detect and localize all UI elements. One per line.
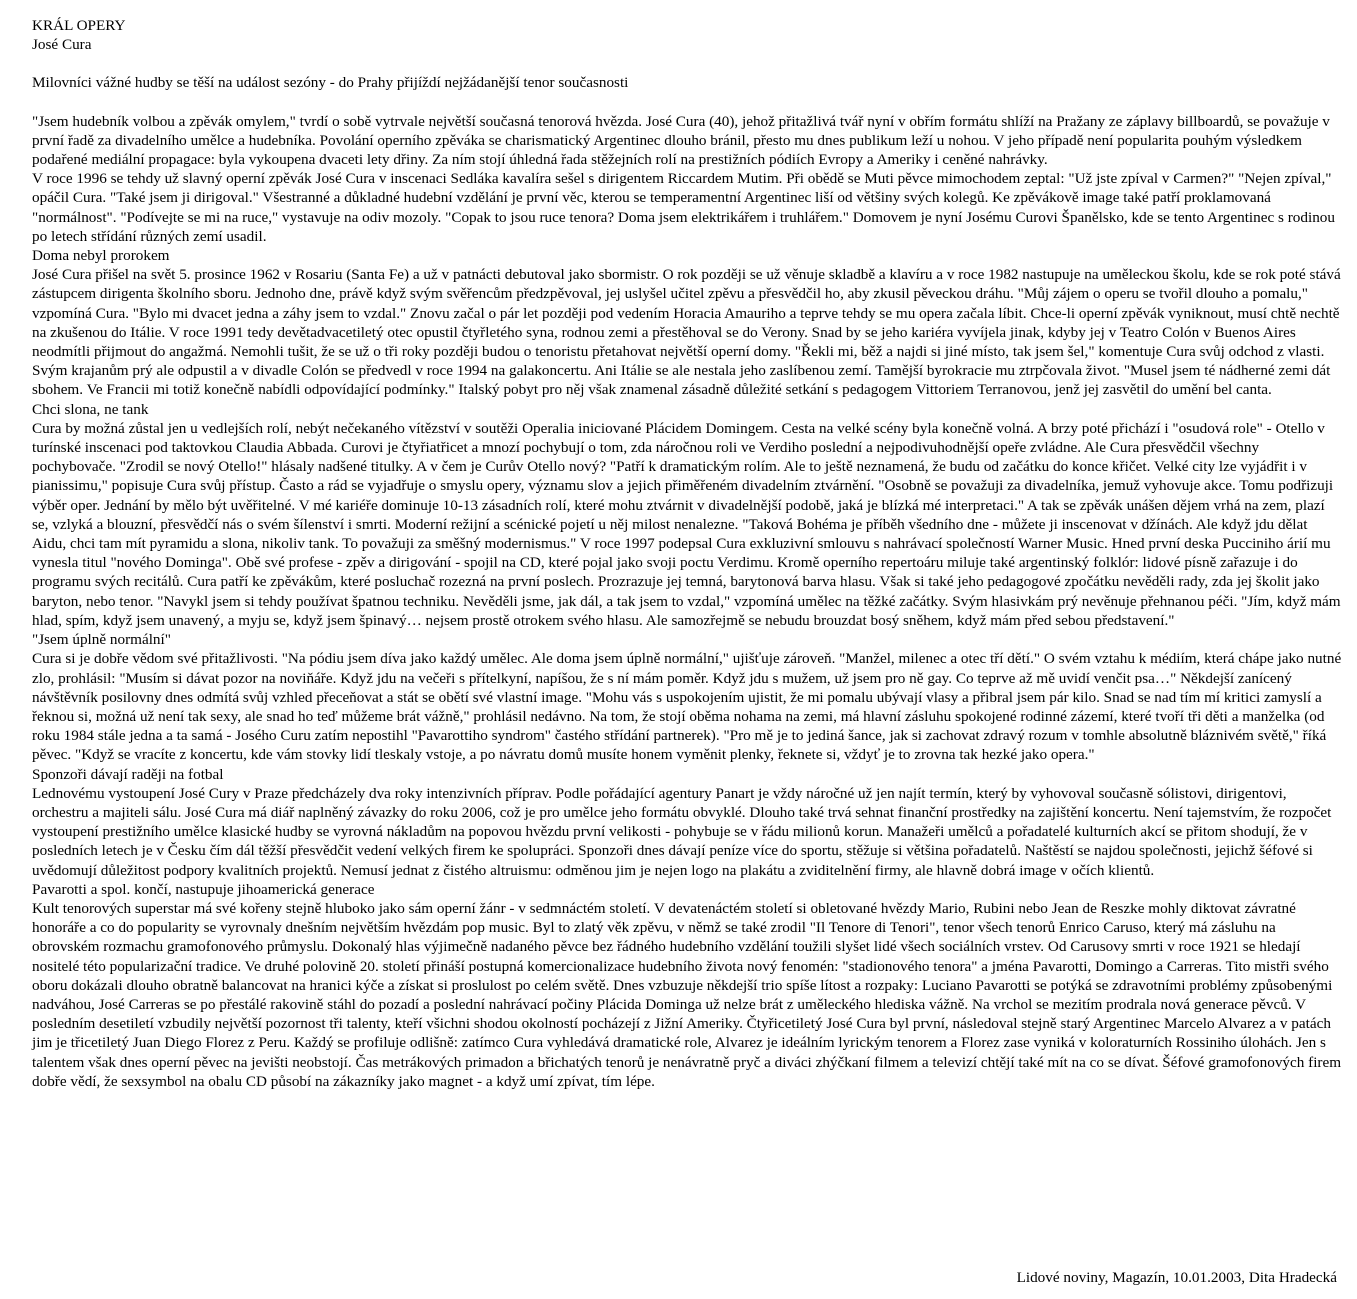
article-paragraph-intro: "Jsem hudebník volbou a zpěvák omylem," tvrdí o sobě vytrvale největší současná tenorová hvězda. José Cura (40), jehož přitažlivá tvář nyní v obřím formátu shlíží na Pražany ze záplavy billboardů, se považuje v první řadě za divadelního umělce a hudebníka. Povolání operního zpěváka se charismatický Argentinec dlouho bránil, přesto mu dnes publikum leží u nohou. V jeho případě není popularita pouhým výsledkem podařené mediální propagace: byla vykoupena dvaceti lety dřiny. Za ním stojí úhledná řada stěžejních rolí na prestižních pódiích Evropy a Ameriky i ceněné nahrávky. [32,112,1330,169]
article-paragraph: Cura by možná zůstal jen u vedlejších rolí, nebýt nečekaného vítězství v soutěži Operalia iniciované Plácidem Domingem. Cesta na velké scény byla konečně volná. A brzy poté přichází i "osudová role" - Otello v turínské inscenaci pod taktovkou Claudia Abbada. Curovi je čtyřiatřicet a mnozí pochybují o tom, zda náročnou roli ve Verdiho poslední a nejpodivuhodnější opeře zvládne. Ale Cura přesvědčil všechny pochybovače. "Zrodil se nový Otello!" hlásaly nadšené titulky. A v čem je Curův Otello nový? "Patří k dramatickým rolím. Ale to ještě neznamená, že budu od začátku do konce křičet. Velké city lze vyjádřit i v pianissimu," popisuje Cura svůj přístup. Často a rád se vyjadřuje o smyslu opery, významu slov a jejich přiměřeném divadelním ztvárnění. "Osobně se považuji za divadelníka, jemuž vyhovuje akce. Tomu podřizuji výběr oper. Jednání by mělo být uvěřitelné. V mé kariéře dominuje 10-13 zásadních rolí, které mohu ztvárnit v divadelnější podobě, jaká je blízká mé interpretaci." A tak se zpěvák unášen dějem vrhá na zem, plazí se, vzlyká a blouzní, přesvědčí nás o svém šílenství i smrti. Moderní režijní a scénické pojetí u něj milost nenalezne. "Taková Bohéma je příběh všedního dne - můžete ji inscenovat v džínách. Ale když jdu dělat Aidu, chci tam mít pyramidu a slona, nikoliv tank. To považuji za směšný modernismus." V roce 1997 podepsal Cura exkluzivní smlouvu s nahrávací společností Warner Music. Hned první deska Pucciniho árií mu vynesla titul "nového Dominga". Obě své profese - zpěv a dirigování - spojil na CD, které pojal jako svoji poctu Verdimu. Kromě operního repertoáru miluje také argentinský folklór: lidové písně zařazuje i do programu svých recitálů. Cura patří ke zpěvákům, které posluchač rozezná na první poslech. Prozrazuje jej temná, barytonová barva hlasu. Však si také jeho pedagogové zpočátku nevěděli rady, zda jej školit jako baryton, nebo tenor. "Navykl jsem si tehdy používat špatnou techniku. Nevěděli jsme, jak dál, a tak jsem to vzdal," vzpomíná umělec na těžké začátky. Svým hlasivkám prý nevěnuje přehnanou péči. "Jím, když mám hlad, spím, když jsem unavený, a myju se, když jsem špinavý… nejsem prostě otrokem svého hlasu. Ale samozřejmě se nebudu brouzdat bosý sněhem, když mám před sebou představení." [32,419,1341,629]
section-heading: Pavarotti a spol. končí, nastupuje jihoamerická generace [32,880,375,898]
article-paragraph: José Cura přišel na svět 5. prosince 1962 v Rosariu (Santa Fe) a už v patnácti debutoval jako sbormistr. O rok později se už věnuje skladbě a klavíru a v roce 1982 nastupuje na uměleckou školu, kde se rok poté stává zástupcem dirigenta školního sboru. Jednoho dne, právě když svým svěřencům předzpěvoval, jej uslyšel učitel zpěvu a přesvědčil ho, aby zkusil pěveckou dráhu. "Můj zájem o operu se tvořil dlouho a pomalu," vzpomíná Cura. "Bylo mi dvacet jedna a záhy jsem to vzdal." Znovu začal o pár let později pod vedením Horacia Amauriho a teprve tehdy se mu opera začala líbit. Chce-li operní zpěvák vyniknout, musí chtě nechtě na zkušenou do Itálie. V roce 1991 tedy devětadvacetiletý otec opustil čtyřletého syna, rodnou zemi a přestěhoval se do Verony. Snad by se jeho kariéra vyvíjela jinak, kdyby jej v Teatro Colón v Buenos Aires neodmítli přijmout do angažmá. Nemohli tušit, že se už o tři roky později budou o tenoristu přetahovat největší operní domy. "Řekli mi, běž a najdi si jiné místo, tak jsem šel," komentuje Cura svůj odchod z vlasti. Svým krajanům prý ale odpustil a v divadle Colón se předvedl v roce 1994 na galakoncertu. Ani Itálie se ale nestala jeho zaslíbenou zemí. Tamější byrokracie mu ztrpčovala život. "Musel jsem té nádherné zemi dát sbohem. Ve Francii mi totiž konečně nabídli odpovídající podmínky." Italský pobyt pro něj však znamenal zásadně důležité setkání s pedagogem Vittoriem Terranovou, jenž jej zasvětil do umění bel canta. [32,266,1341,399]
article-paragraph: Kult tenorových superstar má své kořeny stejně hluboko jako sám operní žánr - v sedmnáctém století. V devatenáctém století si obletované hvězdy Mario, Rubini nebo Jean de Reszke mohly diktovat závratné honoráře a co do popularity se vyrovnaly dnešním největším hvězdám pop music. Byl to zlatý věk zpěvu, v němž se také zrodil "Il Tenore di Tenori", tenor všech tenorů Enrico Caruso, který má zásluhu na obrovském rozmachu gramofonového průmyslu. Dokonalý hlas výjimečně nadaného pěvce bez řádného hudebního vzdělání toužili slyšet lidé všech sociálních vrstev. Od Carusovy smrti v roce 1921 se hledají nositelé této popularizační tradice. Ve druhé polovině 20. století přináší postupná komercionalizace hudebního života nový fenomén: "stadionového tenora" a jména Pavarotti, Domingo a Carreras. Tito mistři svého oboru dokázali dlouho obratně balancovat na hranici kýče a získat si proslulost po celém světě. Dnes vzbuzuje někdejší trio spíše lítost a rozpaky: Luciano Pavarotti se potýká se zdravotními problémy způsobenými nadváhou, José Carreras se po přestálé rakovině stáhl do pozadí a poslední nahrávací počiny Plácida Dominga už nelze brát z uměleckého hlediska vážně. Na vrchol se mezitím prodrala nová generace pěvců. V posledním desetiletí vzbudily největší pozornost tři talenty, kteří všichni shodou okolností pocházejí z Jižní Ameriky. Čtyřicetiletý José Cura byl první, následoval stejně starý Argentinec Marcelo Alvarez a v patách jim je třicetiletý Juan Diego Florez z Peru. Každý se profiluje odlišně: zatímco Cura vyhledává dramatické role, Alvarez je ideálním lyrickým tenorem a Florez zase vyniká v koloraturních Rossiniho úlohách. Jen s talentem však dnes operní pěvec na jevišti neobstojí. Čas metrákových primadon a břichatých tenorů je nenávratně pryč a diváci zhýčkaní filmem a televizí chtějí také mít na co se dívat. Šéfové gramofonových firem dobře vědí, že sexsymbol na obalu CD působí na zákazníky jako magnet - a když umí zpívat, tím lépe. [32,899,1342,1090]
article-paragraph: V roce 1996 se tehdy už slavný operní zpěvák José Cura v inscenaci Sedláka kavalíra sešel s dirigentem Riccardem Mutim. Při obědě se Muti pěvce mimochodem zeptal: "Už jste zpíval v Carmen?" "Nejen zpíval," opáčil Cura. "Také jsem ji dirigoval." Všestranné a důkladné hudební vzdělání je první věc, kterou se temperamentní Argentinec liší od většiny svých kolegů. Ke zpěvákově image také patří proklamovaná "normálnost". "Podívejte se mi na ruce," vystavuje na odiv mozoly. "Copak to jsou ruce tenora? Doma jsem elektrikářem i truhlářem." Domovem je nyní Josému Curovi Španělsko, kde se tento Argentinec s rodinou po letech střídání různých zemí usadil. [32,170,1335,245]
section-heading: Sponzoři dávají raději na fotbal [32,765,224,783]
section-heading: Chci slona, ne tank [32,400,149,418]
article-title: KRÁL OPERY [32,17,126,34]
article-source: Lidové noviny, Magazín, 10.01.2003, Dita Hradecká [1016,1269,1337,1286]
article-paragraph: Lednovému vystoupení José Cury v Praze předcházely dva roky intenzivních příprav. Podle pořádající agentury Panart je vždy náročné už jen najít termín, který by vyhovoval současně sólistovi, dirigentovi, orchestru a majiteli sálu. José Cura má diář naplněný závazky do roku 2006, což je pro umělce jeho formátu obvyklé. Dlouho také trvá sehnat finanční prostředky na zajištění koncertu. Není tajemstvím, že rozpočet vystoupení prestižního umělce klasické hudby se vyrovná nákladům na popovou hvězdu první velikosti - pohybuje se v řádu milionů korun. Manažeři umělců a pořadatelé kulturních akcí se přitom shodují, že v posledních letech je v Česku čím dál těžší přesvědčit vedení velkých firem ke spolupráci. Sponzoři dnes dávají peníze více do sportu, stěžuje si většina pořadatelů. Naštěstí se najdou společnosti, jejichž šéfové si uvědomují důležitost podpory kvalitních projektů. Nemusí jednat z čistého altruismu: odměnou jim je nejen logo na plakátu a zviditelnění firmy, ale hlavně dobrá image v očích klientů. [32,784,1332,879]
article-author: José Cura [32,36,92,54]
article-lead: Milovníci vážné hudby se těší na událost sezóny - do Prahy přijíždí nejžádanější tenor současnosti [32,74,629,92]
article [32,16,1342,1091]
article-body [32,112,1342,1091]
section-heading: "Jsem úplně normální" [32,631,171,649]
section-heading: Doma nebyl prorokem [32,247,170,265]
article-paragraph: Cura si je dobře vědom své přitažlivosti. "Na pódiu jsem díva jako každý umělec. Ale doma jsem úplně normální," ujišťuje zároveň. "Manžel, milenec a otec tří dětí." O svém vztahu k médiím, která chápe jako nutné zlo, prohlásil: "Musím si dávat pozor na noviňáře. Když jdu na večeři s přítelkyní, napíšou, že s ní mám poměr. Když jdu s mužem, už jsem pro ně gay. Co teprve až mě uvidí venčit psa…" Někdejší zanícený návštěvník posilovny dnes odmítá svůj vzhled přeceňovat a stát se obětí své vlastní image. "Mohu vás s uspokojením ujistit, že mi pomalu ubývají vlasy a přibral jsem pár kilo. Snad se nad tím mí kritici zamyslí a řeknou si, možná už není tak sexy, ale snad ho teď můžeme brát vážně," prohlásil nedávno. Na tom, že stojí oběma nohama na zemi, má hlavní zásluhu spokojené rodinné zázemí, které tvoří tři děti a manželka (od roku 1984 stále jedna a ta samá - Josého Curu zatím nepostihl "Pavarottiho syndrom" častého střídání partnerek). "Pro mě je to jediná šance, jak si zachovat zdravý rozum v tomhle absolutně bláznivém světě," říká pěvec. "Když se vracíte z koncertu, kde vám stovky lidí tleskaly vstoje, a po návratu domů musíte honem vyměnit plenky, řeknete si, vždyť je to zrovna tak hezké jako opera." [32,650,1342,764]
